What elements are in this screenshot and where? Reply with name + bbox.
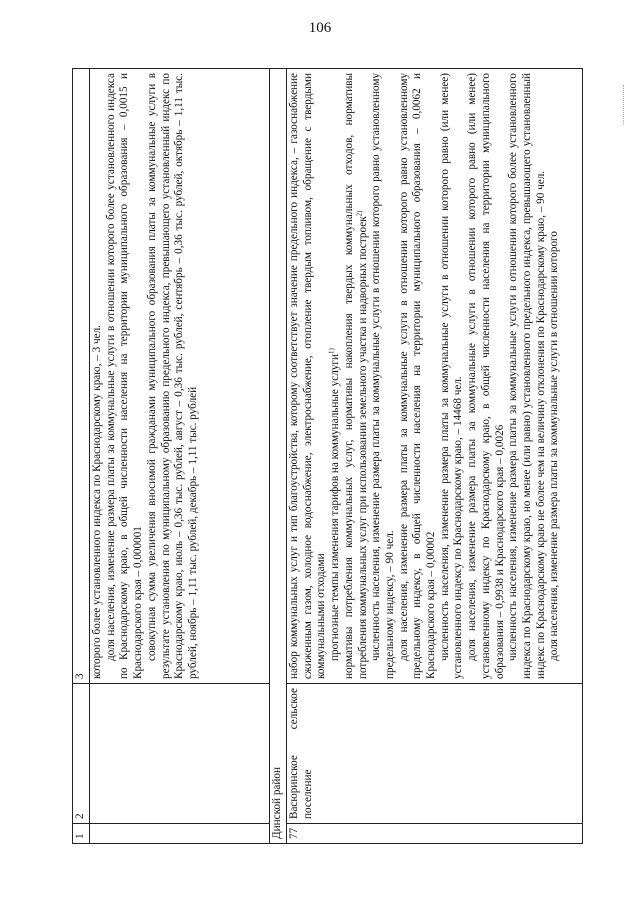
tariff-forecast-text: прогнозные темпы изменения тарифов на коммунальные услуги bbox=[329, 354, 342, 661]
row-number: 77 bbox=[287, 824, 583, 844]
cont-line-2: доля населения, изменение размера платы за коммунальные услуги в отношении которого более установленного индекса по Краснодарскому краю, в общей численности населения на территории муниципального образования – 0,0015 и Краснодарского края – 0,000001 bbox=[104, 73, 145, 679]
text-share-equal: доля населения, изменение размера платы за коммунальные услуги в отношении которого равно установленному предельному индексу, в общей численности населения на территории муниципального образования – 0,0062 и Краснодарского края – 0,00002 bbox=[397, 73, 438, 679]
text-tariff-forecast bbox=[329, 73, 343, 679]
text-services-set: набор коммунальных услуг и тип благоустройства, которому соответствует значение предельного индекса, – газоснабжение сжиженным газом, холодное водоснабжение, электроснабжение, отопление твердым топливом, обращение с твердыми коммунальными отходами bbox=[288, 73, 328, 679]
footnote-1: 1) bbox=[327, 348, 336, 355]
header-col-3: 3 bbox=[73, 69, 90, 684]
row-77-text bbox=[287, 69, 583, 684]
text-share-less: доля населения, изменение размера платы за коммунальные услуги в отношении которого равно (или менее) установленному индексу по Краснодарскому краю, в общей численности населения на территории муниципального образования – 0,9938 и Краснодарского края – 0,0026 bbox=[466, 73, 506, 679]
cont-num-cell bbox=[90, 824, 270, 844]
region-title: Динской район bbox=[270, 69, 287, 844]
text-population-more: численность населения, изменение размера платы за коммунальные услуги в отношении которого более установленного индекса по Краснодарскому краю, но менее (или равно) установленного предельного индекса, превышающего установленный индекс по Краснодарскому краю не более чем на величину отклонения по Краснодарскому краю, – 90 чел. bbox=[507, 73, 547, 679]
cont-line-1: которого более установленного индекса по Краснодарскому краю, – 3 чел. bbox=[91, 325, 103, 679]
norms-text: нормативы потребления коммунальных услуг, нормативы накопления твердых коммунальных отходов, нормативы потребления коммунальных услуг при использовании земельного участка и надворных построек bbox=[342, 73, 369, 679]
table-row-77 bbox=[287, 69, 583, 844]
rotated-table-container bbox=[72, 68, 583, 844]
text-population-less: численность населения, изменение размера платы за коммунальные услуги в отношении которого равно (или менее) установленного индексу по Краснодарскому краю, – 14468 чел. bbox=[438, 73, 465, 679]
page-number: 106 bbox=[308, 20, 332, 36]
settlement-name: Васюринское сельское поселение bbox=[287, 684, 583, 824]
header-col-1: 1 bbox=[73, 824, 90, 844]
cont-line-3: совокупная сумма увеличения вносимой гражданами муниципального образования платы за коммунальные услуги в результате установления по муниципальному образованию предельного индекса, превышающего установленный индекс по Краснодарскому краю, июль – 0,36 тыс. рублей, август – 0,36 тыс. рублей, сентябрь – 0,36 тыс. рублей, октябрь – 1,11 тыс. рублей, ноябрь – 1,11 тыс. рублей, декабрь – 1,11 тыс. рублей bbox=[145, 73, 199, 679]
text-share-more: доля населения, изменение размера платы за коммунальные услуги в отношении которого bbox=[548, 231, 561, 661]
region-row bbox=[270, 69, 287, 844]
indices-table bbox=[72, 68, 583, 844]
table-header-row bbox=[73, 69, 90, 844]
scan-margin-mark bbox=[623, 85, 634, 125]
text-population-equal: численность населения, изменение размера платы за коммунальные услуги в отношении которого равно установленному предельному индексу, – 90 чел. bbox=[370, 73, 396, 679]
table-row-continuation bbox=[90, 69, 270, 844]
cont-name-cell bbox=[90, 684, 270, 824]
footnote-2: 2) bbox=[354, 210, 363, 217]
header-col-2: 2 bbox=[73, 684, 90, 824]
cont-text-cell bbox=[90, 69, 270, 684]
text-norms bbox=[343, 73, 370, 679]
